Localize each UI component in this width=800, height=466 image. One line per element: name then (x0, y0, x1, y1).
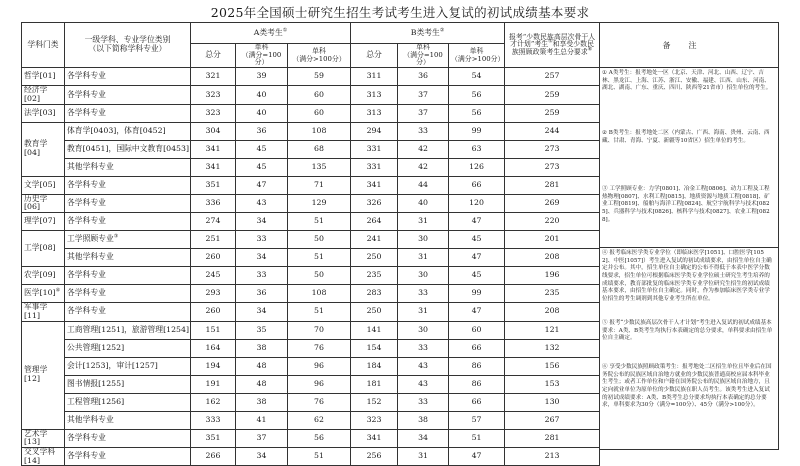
b-total-cell: 181 (351, 375, 398, 393)
b-total-cell: 184 (351, 357, 398, 375)
header-b-single2 (449, 44, 505, 68)
header-subject-line2: （以下简称学科专业） (88, 44, 167, 54)
b-single2-cell: 54 (449, 68, 505, 86)
a-single2-cell: 62 (288, 411, 351, 429)
header-subject-line1: 一级学科、专业学位类别 (84, 35, 171, 45)
a-total-cell: 351 (191, 429, 236, 447)
subject-cell: 各学科专业 (65, 86, 191, 104)
a-total-cell: 251 (191, 231, 236, 249)
b-single1-cell: 37 (398, 86, 449, 104)
table-row (22, 86, 600, 104)
plan-total-cell: 121 (505, 321, 600, 339)
a-total-cell: 194 (191, 357, 236, 375)
table-row (22, 213, 600, 231)
a-total-cell: 341 (191, 158, 236, 176)
a-single1-cell: 36 (236, 285, 288, 303)
a-single1-cell: 48 (236, 375, 288, 393)
b-single2-cell: 120 (449, 194, 505, 212)
category-cell: 历史学[06] (22, 194, 65, 212)
b-single1-cell: 44 (398, 176, 449, 194)
b-single2-cell: 66 (449, 339, 505, 357)
table-row (22, 267, 600, 285)
subject-cell: 各学科专业 (65, 447, 191, 465)
subject-cell: 各学科专业 (65, 285, 191, 303)
a-single1-cell: 34 (236, 447, 288, 465)
a-single1-cell: 39 (236, 68, 288, 86)
b-total-cell: 311 (351, 68, 398, 86)
subject-cell: 各学科专业 (65, 303, 191, 321)
b-single2-cell: 47 (449, 447, 505, 465)
subject-cell: 工学照顾专业③ (65, 231, 191, 249)
header-b-single2-l2: （满分>100分） (451, 54, 505, 63)
category-cell: 文学[05] (22, 176, 65, 194)
b-single1-cell: 31 (398, 303, 449, 321)
a-single2-cell: 108 (288, 285, 351, 303)
remarks-header: 备注 (599, 23, 778, 68)
a-total-cell: 321 (191, 68, 236, 86)
a-total-cell: 341 (191, 140, 236, 158)
b-single2-cell: 45 (449, 267, 505, 285)
b-single2-cell: 99 (449, 285, 505, 303)
a-total-cell: 162 (191, 393, 236, 411)
a-single2-cell: 50 (288, 231, 351, 249)
category-cell: 军事学[11] (22, 303, 65, 321)
note-zone-a: ① A类考生：报考地处一区（北京、天津、河北、山西、辽宁、吉林、黑龙江、上海、江苏、浙江、安徽、福建、江西、山东、河南、湖北、湖南、广东、重庆、四川、陕西等21省市）招生单位的考生。 (602, 70, 772, 92)
subject-cell: 各学科专业 (65, 68, 191, 86)
a-single2-cell: 96 (288, 357, 351, 375)
b-single2-cell: 60 (449, 321, 505, 339)
plan-total-cell: 201 (505, 231, 600, 249)
plan-total-cell: 153 (505, 375, 600, 393)
a-single2-cell: 68 (288, 140, 351, 158)
subject-cell: 各学科专业 (65, 267, 191, 285)
table-row (22, 68, 600, 86)
b-single2-cell: 57 (449, 411, 505, 429)
subject-cell: 各学科专业 (65, 104, 191, 122)
b-total-cell: 323 (351, 411, 398, 429)
a-total-cell: 164 (191, 339, 236, 357)
a-single1-cell: 36 (236, 122, 288, 140)
b-total-cell: 341 (351, 176, 398, 194)
b-total-cell: 283 (351, 285, 398, 303)
b-total-cell: 250 (351, 249, 398, 267)
header-plan-mid: 和享受少数民族照顾政策考生总分要求 (511, 40, 594, 56)
b-single1-cell: 34 (398, 429, 449, 447)
category-cell: 医学[10]④ (22, 285, 65, 303)
category-cell: 工学[08] (22, 231, 65, 267)
b-single1-cell: 33 (398, 393, 449, 411)
category-cell: 管理学[12] (22, 321, 65, 429)
b-single2-cell: 126 (449, 158, 505, 176)
a-total-cell: 191 (191, 375, 236, 393)
b-single1-cell: 38 (398, 411, 449, 429)
b-single2-cell: 56 (449, 86, 505, 104)
a-single1-cell: 34 (236, 303, 288, 321)
a-total-cell: 260 (191, 249, 236, 267)
a-single1-cell: 33 (236, 267, 288, 285)
a-single1-cell: 47 (236, 176, 288, 194)
a-single2-cell: 56 (288, 429, 351, 447)
category-cell: 经济学[02] (22, 86, 65, 104)
header-a-single1-l1: 单科 (254, 43, 269, 51)
b-single1-cell: 31 (398, 249, 449, 267)
header-a-single2-l2: （满分>100分） (292, 54, 346, 63)
plan-total-cell: 257 (505, 68, 600, 86)
b-total-cell: 264 (351, 213, 398, 231)
table-row (22, 303, 600, 321)
category-cell: 农学[09] (22, 267, 65, 285)
b-total-cell: 141 (351, 321, 398, 339)
plan-total-cell: 259 (505, 86, 600, 104)
header-zone-b-label: B类考生 (410, 27, 440, 37)
table-row (22, 447, 600, 465)
a-single2-cell: 59 (288, 68, 351, 86)
b-total-cell: 250 (351, 303, 398, 321)
header-b-single1 (398, 44, 449, 68)
a-single1-cell: 34 (236, 213, 288, 231)
subject-cell: 其他学科专业 (65, 249, 191, 267)
b-total-cell: 331 (351, 140, 398, 158)
a-single2-cell: 51 (288, 213, 351, 231)
subject-text: 工学照顾专业 (67, 234, 114, 244)
b-single2-cell: 86 (449, 375, 505, 393)
header-b-single1-l1: 单科 (416, 43, 430, 51)
b-single1-cell: 36 (398, 68, 449, 86)
header-a-single1 (236, 44, 288, 68)
b-single1-cell: 42 (398, 158, 449, 176)
header-zone-a-label: A类考生 (253, 27, 283, 37)
table-row (22, 411, 600, 429)
a-single2-cell: 50 (288, 267, 351, 285)
header-a-single2 (288, 44, 351, 68)
remarks-divider (599, 247, 778, 248)
note-minority-plan: ⑤ 报考“少数民族高层次骨干人才计划”考生进入复试的初试成绩基本要求：A类、B类考生均执行本表确定的总分要求，单科要求由招生单位自主确定。 (602, 320, 773, 342)
table-row (22, 429, 600, 447)
plan-total-cell: 196 (505, 267, 600, 285)
b-total-cell: 326 (351, 194, 398, 212)
plan-total-cell: 156 (505, 357, 600, 375)
a-total-cell: 323 (191, 104, 236, 122)
header-a-single1-l2: （满分=100分） (241, 50, 282, 67)
b-single1-cell: 31 (398, 447, 449, 465)
note-zone-b: ② B类考生：报考地处二区（内蒙古、广西、海南、贵州、云南、西藏、甘肃、青海、宁夏、新疆等10省区）招生单位的考生。 (602, 130, 770, 144)
category-cell: 法学[03] (22, 104, 65, 122)
category-text: 医学[10] (24, 288, 56, 298)
b-total-cell: 154 (351, 339, 398, 357)
b-single1-cell: 30 (398, 321, 449, 339)
b-single2-cell: 47 (449, 249, 505, 267)
a-single2-cell: 76 (288, 393, 351, 411)
note-minority-policy: ⑥ 享受少数民族照顾政策考生：报考地处二区招生单位且毕业后在国务院公布的民族区域自治地方就业的少数民族普通高校应届本科毕业生考生；或者工作单位和户籍在国务院公布的民族区域自治地方，且定向就业单位为原单位的少数民族在职人员考生。该类考生进入复试的初试成绩要求：A类、B类考生总分要求均执行本表确定的总分要求，单科要求为30分（满分=100分）、45分（满分>100分）。 (602, 364, 772, 409)
a-total-cell: 333 (191, 411, 236, 429)
a-single1-cell: 38 (236, 339, 288, 357)
b-single2-cell: 66 (449, 176, 505, 194)
a-total-cell: 260 (191, 303, 236, 321)
b-single2-cell: 66 (449, 393, 505, 411)
a-single1-cell: 33 (236, 231, 288, 249)
table-row (22, 321, 600, 339)
table-row (22, 158, 600, 176)
subject-cell: 各学科专业 (65, 194, 191, 212)
b-single1-cell: 43 (398, 357, 449, 375)
b-single2-cell: 99 (449, 122, 505, 140)
plan-total-cell: 235 (505, 285, 600, 303)
subject-cell: 图书情报[1255] (65, 375, 191, 393)
header-zone-b: B类考生② (351, 23, 505, 44)
remarks-column (599, 22, 779, 450)
a-single2-cell: 51 (288, 249, 351, 267)
a-single2-cell: 60 (288, 86, 351, 104)
b-single1-cell: 30 (398, 267, 449, 285)
a-single2-cell: 51 (288, 447, 351, 465)
plan-total-cell: 132 (505, 339, 600, 357)
table-row (22, 357, 600, 375)
b-single2-cell: 47 (449, 213, 505, 231)
a-total-cell: 304 (191, 122, 236, 140)
score-table (21, 22, 600, 466)
table-row (22, 122, 600, 140)
a-total-cell: 351 (191, 176, 236, 194)
a-single1-cell: 48 (236, 357, 288, 375)
b-total-cell: 294 (351, 122, 398, 140)
a-single2-cell: 135 (288, 158, 351, 176)
a-single2-cell: 129 (288, 194, 351, 212)
a-single2-cell: 76 (288, 339, 351, 357)
b-single2-cell: 47 (449, 303, 505, 321)
category-cell: 哲学[01] (22, 68, 65, 86)
b-single1-cell: 31 (398, 213, 449, 231)
table-row (22, 140, 600, 158)
plan-total-cell: 273 (505, 140, 600, 158)
a-single1-cell: 37 (236, 429, 288, 447)
a-total-cell: 245 (191, 267, 236, 285)
a-single1-cell: 35 (236, 321, 288, 339)
table-row (22, 231, 600, 249)
a-single1-cell: 43 (236, 194, 288, 212)
b-single1-cell: 37 (398, 104, 449, 122)
a-single2-cell: 96 (288, 375, 351, 393)
subject-cell: 公共管理[1252] (65, 339, 191, 357)
header-b-single1-l2: （满分=100分） (403, 50, 443, 67)
category-cell: 艺术学[13] (22, 429, 65, 447)
plan-total-cell: 269 (505, 194, 600, 212)
b-total-cell: 241 (351, 231, 398, 249)
plan-total-cell: 208 (505, 303, 600, 321)
subject-cell: 教育[0451]，国际中文教育[0453] (65, 140, 191, 158)
table-row (22, 176, 600, 194)
table-row (22, 285, 600, 303)
b-total-cell: 256 (351, 447, 398, 465)
header-plan-text: 报考“少数民族高层次骨干人才计划”考生 (508, 32, 596, 49)
b-single1-cell: 43 (398, 375, 449, 393)
b-single2-cell: 63 (449, 140, 505, 158)
subject-cell: 各学科专业 (65, 429, 191, 447)
a-single2-cell: 60 (288, 104, 351, 122)
a-single1-cell: 45 (236, 158, 288, 176)
table-row (22, 339, 600, 357)
b-total-cell: 341 (351, 429, 398, 447)
a-total-cell: 323 (191, 86, 236, 104)
a-single1-cell: 38 (236, 393, 288, 411)
a-total-cell: 293 (191, 285, 236, 303)
b-single2-cell: 45 (449, 231, 505, 249)
a-single2-cell: 70 (288, 321, 351, 339)
a-single1-cell: 40 (236, 104, 288, 122)
plan-total-cell: 220 (505, 213, 600, 231)
b-total-cell: 331 (351, 158, 398, 176)
plan-total-cell: 273 (505, 158, 600, 176)
header-zone-a: A类考生① (191, 23, 351, 44)
subject-cell: 其他学科专业 (65, 411, 191, 429)
plan-total-cell: 213 (505, 447, 600, 465)
b-single1-cell: 40 (398, 194, 449, 212)
plan-total-cell: 244 (505, 122, 600, 140)
header-b-single2-l1: 单科 (469, 46, 484, 55)
b-total-cell: 235 (351, 267, 398, 285)
a-single2-cell: 108 (288, 122, 351, 140)
b-total-cell: 313 (351, 104, 398, 122)
subject-cell: 各学科专业 (65, 213, 191, 231)
a-single1-cell: 40 (236, 86, 288, 104)
header-subject (65, 23, 191, 68)
subject-cell: 体育学[0403]，体育[0452] (65, 122, 191, 140)
b-single1-cell: 42 (398, 140, 449, 158)
b-single1-cell: 33 (398, 122, 449, 140)
b-total-cell: 152 (351, 393, 398, 411)
plan-total-cell: 281 (505, 176, 600, 194)
a-total-cell: 336 (191, 194, 236, 212)
subject-cell: 各学科专业 (65, 176, 191, 194)
b-total-cell: 313 (351, 86, 398, 104)
a-single1-cell: 45 (236, 140, 288, 158)
category-cell: 理学[07] (22, 213, 65, 231)
note-medicine: ④ 报考临床医学类专业学位（即临床医学[1051]、口腔医学[1052]、中医[1057]）考生进入复试的初试成绩要求，由招生单位自主确定并公布。其中，招生单位自主确定的公布不得低于本表中医学分数线要求，招生单位可根据临床医学类专业学位硕士研究生考生培养的成绩要求，教育部批复的临床医学类专业学位研究生招生的初试成绩基本要求，由招生单位自主确定。同时，作为参加临床医学类专业学位招生的考生调剂到其他专业考生所在单位。 (602, 250, 772, 302)
table-row (22, 104, 600, 122)
header-a-single2-l1: 单科 (312, 46, 326, 55)
category-cell: 教育学[04] (22, 122, 65, 176)
subject-cell: 会计[1253]，审计[1257] (65, 357, 191, 375)
plan-total-cell: 130 (505, 393, 600, 411)
b-single2-cell: 86 (449, 357, 505, 375)
header-b-total: 总分 (351, 44, 398, 68)
table-row (22, 194, 600, 212)
plan-total-cell: 267 (505, 411, 600, 429)
plan-total-cell: 208 (505, 249, 600, 267)
a-single2-cell: 51 (288, 303, 351, 321)
a-total-cell: 266 (191, 447, 236, 465)
subject-cell: 其他学科专业 (65, 158, 191, 176)
plan-total-cell: 259 (505, 104, 600, 122)
table-row (22, 393, 600, 411)
b-single1-cell: 33 (398, 285, 449, 303)
a-total-cell: 151 (191, 321, 236, 339)
subject-cell: 工程管理[1256] (65, 393, 191, 411)
subject-cell: 工商管理[1251]，旅游管理[1254] (65, 321, 191, 339)
a-total-cell: 274 (191, 213, 236, 231)
header-plan: 报考“少数民族高层次骨干人才计划”考生⑤和享受少数民族照顾政策考生总分要求⑥ (505, 23, 600, 68)
a-single2-cell: 71 (288, 176, 351, 194)
b-single1-cell: 30 (398, 231, 449, 249)
page-title: 2025年全国硕士研究生招生考试考生进入复试的初试成绩基本要求 (210, 5, 590, 20)
a-single1-cell: 41 (236, 411, 288, 429)
note-engineering: ③ 工学照顾专业：力学[0801]、冶金工程[0806]、动力工程及工程热物理[0807]、水利工程[0815]、地质资源与地质工程[0818]、矿业工程[0819]、船舶与海洋工程[0824]、航空宇航科学与技术[0825]、兵器科学与技术[0826]、核科学与技术[0827]、农业工程[0828]。 (602, 186, 770, 223)
header-category: 学科门类 (22, 23, 65, 68)
a-single1-cell: 34 (236, 249, 288, 267)
b-single2-cell: 56 (449, 104, 505, 122)
header-a-total: 总分 (191, 44, 236, 68)
b-single2-cell: 51 (449, 429, 505, 447)
category-cell: 交叉学科[14] (22, 447, 65, 465)
table-row (22, 375, 600, 393)
table-row (22, 249, 600, 267)
plan-total-cell: 281 (505, 429, 600, 447)
b-single1-cell: 33 (398, 339, 449, 357)
